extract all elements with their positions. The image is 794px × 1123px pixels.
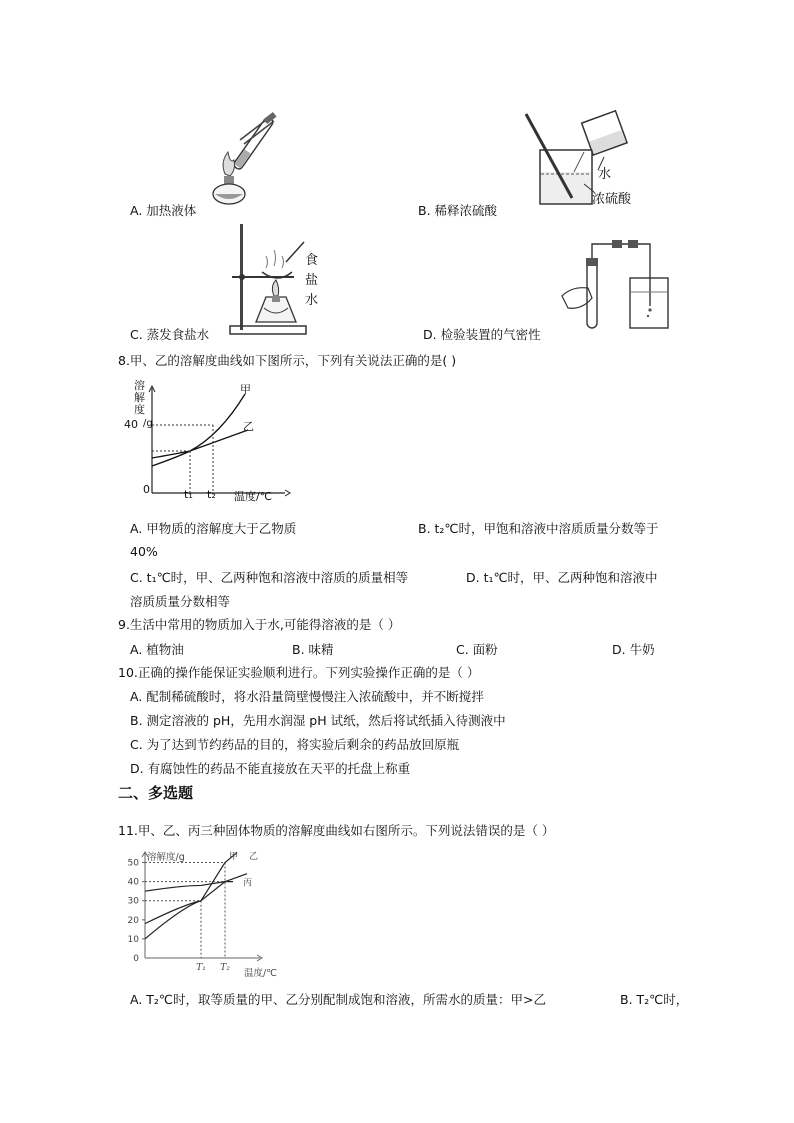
chart1-xtick-t2: t₂ [207,488,216,501]
q11-solubility-chart [125,845,285,975]
airtightness-figure [562,236,672,332]
q7c-salt-water-label [305,251,321,311]
chart1-legend-jia: 甲 [240,383,251,396]
heating-liquid-figure [200,112,290,207]
q9-stem: 9.生活中常用的物质加入于水,可能得溶液的是（ ） [118,617,401,632]
q11-option-a[interactable]: A. T₂℃时，取等质量的甲、乙分别配制成饱和溶液，所需水的质量：甲>乙 [130,992,546,1007]
series-label: 甲 [229,852,239,862]
q7-option-d[interactable]: D. 检验装置的气密性 [423,327,541,342]
series-label: 丙 [243,878,253,889]
chart2-xlabel: 温度/℃ [244,968,277,979]
chart1-legend-yi: 乙 [243,420,254,433]
q10-option-d[interactable]: D. 有腐蚀性的药品不能直接放在天平的托盘上称重 [130,761,411,776]
q11-stem: 11.甲、乙、丙三种固体物质的溶解度曲线如右图所示。下列说法错误的是（ ） [118,823,555,838]
q9-option-c[interactable]: C. 面粉 [456,642,498,657]
chart1-ytick-40: 40 [124,418,138,431]
chart1-xtick-t1: t₁ [184,488,193,501]
q8-option-a[interactable]: A. 甲物质的溶解度大于乙物质 [130,521,297,536]
chart1-ylabel-char: 溶 [134,379,145,392]
y-tick-label: 40 [127,877,139,888]
q10-stem: 10.正确的操作能保证实验顺利进行。下列实验操作正确的是（ ） [118,665,480,680]
series-line-yi [152,430,248,458]
q8-option-d[interactable]: D. t₁℃时，甲、乙两种饱和溶液中 [466,570,658,585]
x-tick-label: T₁ [196,963,206,973]
chart1-ylabel [134,380,148,416]
q9-option-d[interactable]: D. 牛奶 [612,642,655,657]
y-tick-label: 50 [127,858,139,869]
series-line-jia [145,853,237,939]
q8-option-b-cont: 40% [130,544,158,559]
chart1-ylabel-char: 度 [134,403,145,416]
q7-option-c[interactable]: C. 蒸发食盐水 [130,327,210,342]
chart1-origin: 0 [143,483,150,496]
q7c-label-char: 食 [305,253,319,268]
q10-option-a[interactable]: A. 配制稀硫酸时，将水沿量筒壁慢慢注入浓硫酸中，并不断搅拌 [130,689,484,704]
q7-option-a[interactable]: A. 加热液体 [130,203,197,218]
chart2-ylabel: 溶解度/g [147,852,185,863]
q10-option-b[interactable]: B. 测定溶液的 pH，先用水润湿 pH 试纸，然后将试纸插入待测液中 [130,713,506,728]
q7c-label-char: 水 [305,293,319,308]
q7b-acid-label: 浓硫酸 [592,192,632,207]
x-tick-label: T₂ [220,963,230,973]
chart1-yunit: /g [143,418,153,429]
q8-option-c[interactable]: C. t₁℃时，甲、乙两种饱和溶液中溶质的质量相等 [130,570,409,585]
section-heading: 二、多选题 [118,784,194,802]
q8-option-d-cont: 溶质质量分数相等 [130,594,231,609]
q9-option-b[interactable]: B. 味精 [292,642,334,657]
q7c-label-char: 盐 [305,273,319,288]
x-axis-arrow [285,490,290,496]
y-tick-label: 10 [127,934,139,945]
q9-option-a[interactable]: A. 植物油 [130,642,184,657]
chart1-xlabel: 温度/℃ [234,490,273,503]
y-tick-label: 0 [133,954,139,964]
evaporation-figure [226,222,306,337]
q11-option-b[interactable]: B. T₂℃时， [620,992,689,1007]
y-tick-label: 20 [127,915,139,926]
series-label: 乙 [249,852,259,862]
y-tick-label: 30 [127,896,139,907]
dilute-acid-figure [524,112,654,208]
q8-stem: 8.甲、乙的溶解度曲线如下图所示，下列有关说法正确的是( ) [118,353,457,368]
chart1-ylabel-char: 解 [134,391,145,404]
q7b-water-label: 水 [598,167,612,182]
q7-option-b[interactable]: B. 稀释浓硫酸 [418,203,498,218]
q10-option-c[interactable]: C. 为了达到节约药品的目的，将实验后剩余的药品放回原瓶 [130,737,460,752]
q8-option-b[interactable]: B. t₂℃时，甲饱和溶液中溶质质量分数等于 [418,521,659,536]
